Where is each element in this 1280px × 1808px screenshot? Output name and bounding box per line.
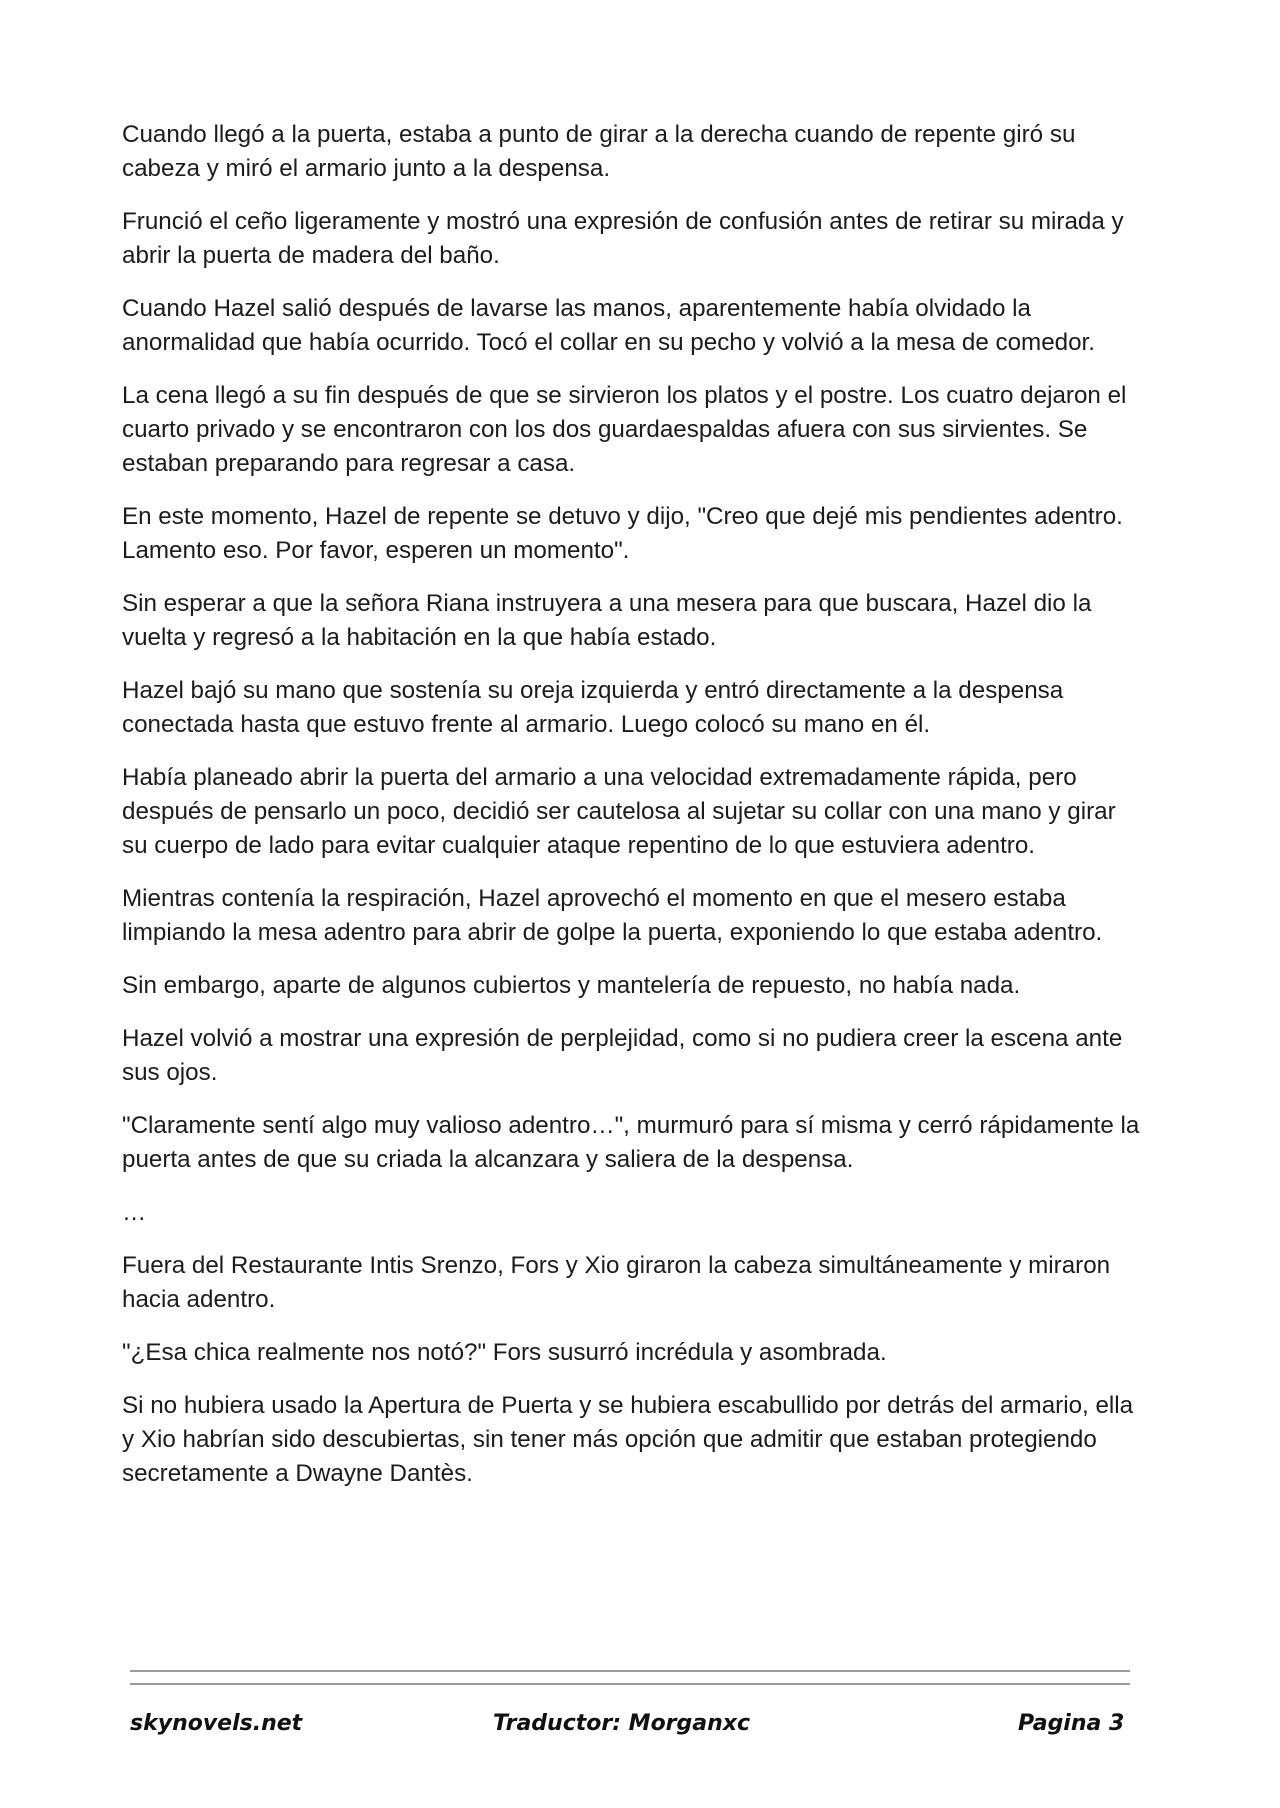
footer-divider-top bbox=[130, 1670, 1130, 1672]
paragraph: Hazel volvió a mostrar una expresión de perplejidad, como si no pudiera creer la escena ante sus ojos. bbox=[122, 1025, 1123, 1086]
paragraph: Si no hubiera usado la Apertura de Puerta y se hubiera escabullido por detrás del armario, ella y Xio habrían sido descubiertas, sin tener más opción que admitir que estaban protegiendo secretamente a Dwayne Dantès. bbox=[122, 1392, 1134, 1487]
paragraph: En este momento, Hazel de repente se detuvo y dijo, "Creo que dejé mis pendientes adentro. Lamento eso. Por favor, esperen un momento". bbox=[122, 503, 1123, 564]
paragraph: Sin esperar a que la señora Riana instruyera a una mesera para que buscara, Hazel dio la vuelta y regresó a la habitación en la que había estado. bbox=[122, 590, 1092, 651]
body-text bbox=[122, 118, 1142, 1510]
paragraph: "¿Esa chica realmente nos notó?" Fors susurró incrédula y asombrada. bbox=[122, 1339, 887, 1366]
paragraph: Cuando Hazel salió después de lavarse las manos, aparentemente había olvidado la anormalidad que había ocurrido. Tocó el collar en su pecho y volvió a la mesa de comedor. bbox=[122, 295, 1096, 356]
footer-page-number: Pagina 3 bbox=[1018, 1711, 1125, 1736]
paragraph: Mientras contenía la respiración, Hazel aprovechó el momento en que el mesero estaba limpiando la mesa adentro para abrir de golpe la puerta, exponiendo lo que estaba adentro. bbox=[122, 885, 1103, 946]
paragraph: Sin embargo, aparte de algunos cubiertos y mantelería de repuesto, no había nada. bbox=[122, 972, 1021, 999]
scene-break: … bbox=[122, 1199, 147, 1226]
footer-site-name: skynovels.net bbox=[130, 1711, 303, 1736]
paragraph: Frunció el ceño ligeramente y mostró una expresión de confusión antes de retirar su mirada y abrir la puerta de madera del baño. bbox=[122, 208, 1124, 269]
paragraph: Había planeado abrir la puerta del armario a una velocidad extremadamente rápida, pero después de pensarlo un poco, decidió ser cautelosa al sujetar su collar con una mano y girar su cuerpo de lado para evitar cualquier ataque repentino de lo que estuviera adentro. bbox=[122, 764, 1116, 859]
paragraph: La cena llegó a su fin después de que se sirvieron los platos y el postre. Los cuatro dejaron el cuarto privado y se encontraron con los dos guardaespaldas afuera con sus sirvientes. Se estaban preparando para regresar a casa. bbox=[122, 382, 1127, 477]
paragraph: Fuera del Restaurante Intis Srenzo, Fors y Xio giraron la cabeza simultáneamente y miraron hacia adentro. bbox=[122, 1252, 1111, 1313]
footer-translator: Traductor: Morganxc bbox=[493, 1711, 751, 1736]
footer-divider-bottom bbox=[130, 1683, 1130, 1685]
paragraph: Cuando llegó a la puerta, estaba a punto de girar a la derecha cuando de repente giró su cabeza y miró el armario junto a la despensa. bbox=[122, 121, 1076, 182]
paragraph: "Claramente sentí algo muy valioso adentro…", murmuró para sí misma y cerró rápidamente la puerta antes de que su criada la alcanzara y saliera de la despensa. bbox=[122, 1112, 1140, 1173]
paragraph: Hazel bajó su mano que sostenía su oreja izquierda y entró directamente a la despensa conectada hasta que estuvo frente al armario. Luego colocó su mano en él. bbox=[122, 677, 1064, 738]
